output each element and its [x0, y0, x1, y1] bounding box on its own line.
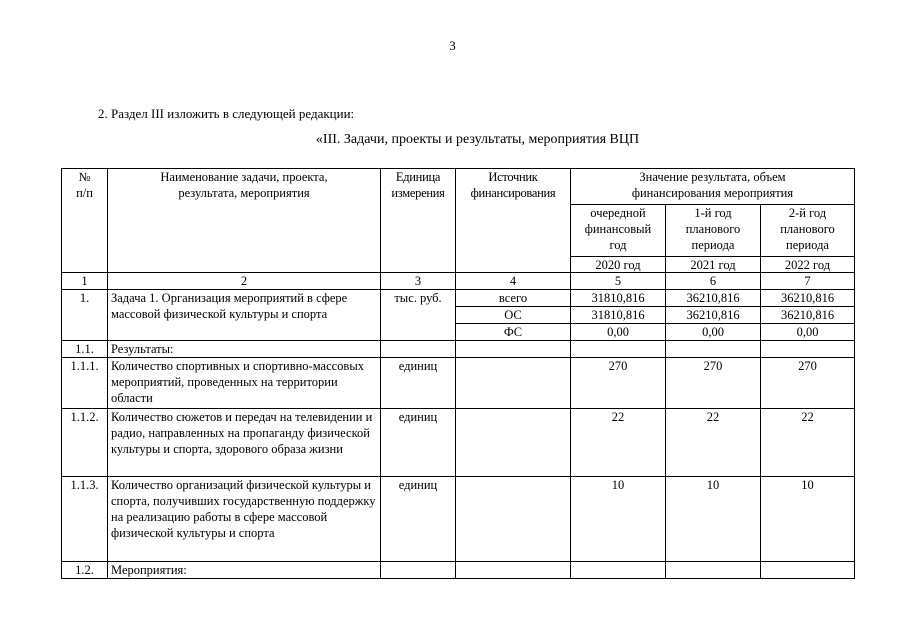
- table-row: [62, 409, 855, 477]
- header-year-3: 2-й год планового периода 2022 год: [761, 205, 855, 273]
- col-number: 2: [108, 273, 381, 290]
- result-value: 22: [761, 409, 855, 477]
- col-number: 1: [62, 273, 108, 290]
- events-heading-name: Мероприятия:: [108, 562, 381, 579]
- result-num: 1.1.2.: [62, 409, 108, 477]
- result-unit: единиц: [381, 409, 456, 477]
- col-number: 4: [456, 273, 571, 290]
- results-heading-num: 1.1.: [62, 341, 108, 358]
- funding-value: 31810,816: [571, 307, 666, 324]
- funding-value: 0,00: [761, 324, 855, 341]
- funding-value: 0,00: [571, 324, 666, 341]
- result-value: 22: [571, 409, 666, 477]
- funding-value: 36210,816: [666, 290, 761, 307]
- result-value: 270: [571, 358, 666, 409]
- funding-source: ФС: [456, 324, 571, 341]
- tasks-table: [61, 168, 855, 579]
- funding-source: всего: [456, 290, 571, 307]
- events-heading-num: 1.2.: [62, 562, 108, 579]
- page-number: 3: [449, 38, 456, 53]
- header-year-3-label: 2022 год: [761, 256, 854, 272]
- column-numbers-row: [62, 273, 855, 290]
- results-heading-name: Результаты:: [108, 341, 381, 358]
- result-value: 270: [666, 358, 761, 409]
- table-row: [62, 290, 855, 307]
- result-value: 10: [666, 477, 761, 562]
- table-row: [62, 341, 855, 358]
- result-name: Количество сюжетов и передач на телевидении и радио, направленных на пропаганду физической культуры и спорта, здорового образа жизни: [108, 409, 381, 477]
- header-num: № п/п: [62, 169, 108, 273]
- header-year-1-label: 2020 год: [571, 256, 665, 272]
- table-row: [62, 477, 855, 562]
- section-title: «III. Задачи, проекты и результаты, мероприятия ВЦП: [315, 132, 640, 147]
- header-value-group: Значение результата, объем финансирования мероприятия: [571, 169, 855, 205]
- result-value: 10: [761, 477, 855, 562]
- header-year-2: 1-й год планового периода 2021 год: [666, 205, 761, 273]
- result-value: 270: [761, 358, 855, 409]
- result-value: 10: [571, 477, 666, 562]
- header-year-1: очередной финансовый год 2020 год: [571, 205, 666, 273]
- result-value: 22: [666, 409, 761, 477]
- result-num: 1.1.3.: [62, 477, 108, 562]
- col-number: 5: [571, 273, 666, 290]
- funding-value: 31810,816: [571, 290, 666, 307]
- funding-source: ОС: [456, 307, 571, 324]
- table-row: [62, 358, 855, 409]
- task-unit: тыс. руб.: [381, 290, 456, 341]
- funding-value: 36210,816: [761, 307, 855, 324]
- header-name: Наименование задачи, проекта, результата, мероприятия: [108, 169, 381, 273]
- result-name: Количество спортивных и спортивно-массовых мероприятий, проведенных на территории области: [108, 358, 381, 409]
- intro-text: 2. Раздел III изложить в следующей редакции:: [98, 106, 355, 121]
- col-number: 3: [381, 273, 456, 290]
- col-number: 6: [666, 273, 761, 290]
- funding-value: 0,00: [666, 324, 761, 341]
- result-unit: единиц: [381, 477, 456, 562]
- result-num: 1.1.1.: [62, 358, 108, 409]
- header-unit: Единица измерения: [381, 169, 456, 273]
- header-year-2-label: 2021 год: [666, 256, 760, 272]
- task-name: Задача 1. Организация мероприятий в сфере массовой физической культуры и спорта: [108, 290, 381, 341]
- result-name: Количество организаций физической культуры и спорта, получивших государственную поддержку на реализацию работы в сфере массовой физической культуры и спорта: [108, 477, 381, 562]
- funding-value: 36210,816: [666, 307, 761, 324]
- funding-value: 36210,816: [761, 290, 855, 307]
- table-row: [62, 562, 855, 579]
- header-source: Источник финансирования: [456, 169, 571, 273]
- result-unit: единиц: [381, 358, 456, 409]
- task-num: 1.: [62, 290, 108, 341]
- col-number: 7: [761, 273, 855, 290]
